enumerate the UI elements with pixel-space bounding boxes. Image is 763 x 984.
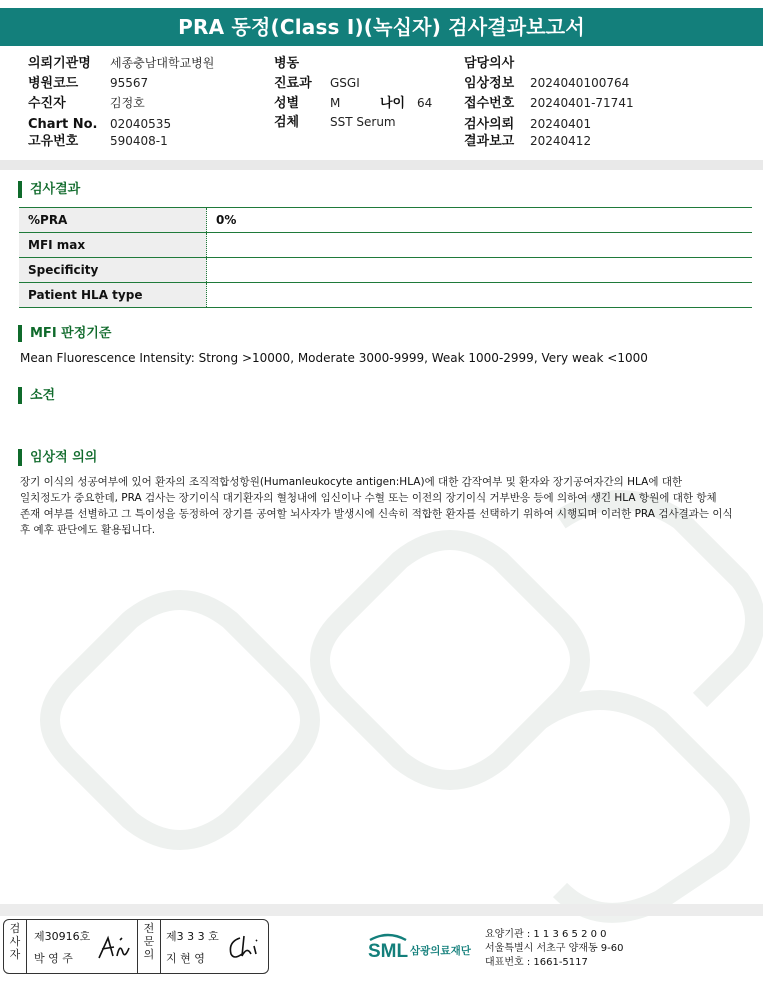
table-row bbox=[19, 208, 752, 233]
sml-logo-icon bbox=[366, 930, 480, 962]
info-label: 검사의뢰 bbox=[464, 117, 515, 132]
section-title-mfi-criteria: MFI 판정기준 bbox=[18, 325, 111, 342]
clinical-line: 존재 여부를 선별하고 그 특이성을 동정하여 장기를 공여할 뇌사자가 발생시에 신속히 적합한 환자를 선택하기 위하여 시행되며 이러한 PRA 검사결과는 이식 bbox=[20, 508, 733, 520]
info-value: 20240401 bbox=[530, 117, 592, 131]
info-receipt-no bbox=[464, 96, 634, 111]
organization-logo bbox=[366, 930, 480, 966]
mfi-criteria-text: Mean Fluorescence Intensity: Strong >10000, Moderate 3000-9999, Weak 1000-2999, Very weak <1000 bbox=[20, 351, 648, 365]
specialist-signature bbox=[226, 932, 264, 962]
result-label: %PRA bbox=[19, 208, 207, 232]
table-row bbox=[19, 233, 752, 258]
clinical-line: 후 예후 판단에도 활용됩니다. bbox=[20, 524, 156, 536]
info-value: 02040535 bbox=[110, 117, 172, 131]
info-value: 20240401-71741 bbox=[530, 96, 634, 110]
info-label: 고유번호 bbox=[28, 134, 79, 149]
info-value: 20240412 bbox=[530, 134, 592, 148]
result-value: 0% bbox=[216, 213, 237, 227]
info-label: 임상정보 bbox=[464, 76, 515, 91]
info-value: 2024040100764 bbox=[530, 76, 630, 90]
organization-info bbox=[485, 928, 624, 970]
info-age bbox=[380, 96, 433, 111]
tester-name: 박 영 주 bbox=[34, 952, 73, 965]
result-label: Patient HLA type bbox=[19, 283, 207, 307]
info-specimen bbox=[274, 115, 396, 130]
clinical-line: 일치정도가 중요한데, PRA 검사는 장기이식 대기환자의 혈청내에 임신이나 수혈 또는 이전의 장기이식 거부반응 등에 의하여 생긴 HLA 항원에 대한 항체 bbox=[20, 492, 717, 504]
section-title-opinion: 소견 bbox=[18, 387, 55, 404]
info-unique-id bbox=[28, 134, 168, 149]
result-value bbox=[207, 283, 216, 307]
table-row bbox=[19, 283, 752, 308]
table-row bbox=[19, 258, 752, 283]
info-request-date bbox=[464, 117, 592, 132]
info-ward bbox=[274, 56, 299, 71]
info-value: GSGI bbox=[330, 76, 360, 90]
info-label: 의뢰기관명 bbox=[28, 56, 91, 71]
info-department bbox=[274, 76, 360, 91]
clinical-text bbox=[20, 474, 750, 538]
info-label: 검체 bbox=[274, 115, 300, 130]
section-title-results: 검사결과 bbox=[18, 181, 80, 198]
info-institution bbox=[28, 56, 215, 71]
info-label: 담당의사 bbox=[464, 56, 515, 71]
specialist-role-label: 전 문 의 bbox=[137, 920, 161, 974]
info-label: 병원코드 bbox=[28, 76, 79, 91]
info-report-date bbox=[464, 134, 592, 149]
info-value: 김정호 bbox=[110, 96, 145, 110]
clinical-line: 장기 이식의 성공여부에 있어 환자의 조직적합성항원(Humanleukocyte antigen:HLA)에 대한 감작여부 및 환자와 장기공여자간의 HLA에 대한 bbox=[20, 476, 683, 488]
info-clinical-info bbox=[464, 76, 630, 91]
organization-name: 삼광의료재단 bbox=[410, 945, 471, 957]
info-label: 결과보고 bbox=[464, 134, 515, 149]
info-value: SST Serum bbox=[330, 115, 396, 129]
result-label: Specificity bbox=[19, 258, 207, 282]
info-label: 진료과 bbox=[274, 76, 312, 91]
report-title: PRA 동정(Class I)(녹십자) 검사결과보고서 bbox=[0, 8, 763, 46]
info-value: 590408-1 bbox=[110, 134, 168, 148]
results-table bbox=[19, 207, 752, 308]
info-label: 수진자 bbox=[28, 96, 66, 111]
info-patient bbox=[28, 96, 145, 111]
header-separator bbox=[0, 160, 763, 170]
section-title-clinical: 임상적 의의 bbox=[18, 449, 97, 466]
info-label: 성별 bbox=[274, 96, 300, 111]
info-value: M bbox=[330, 96, 341, 110]
footer-band bbox=[0, 904, 763, 916]
organization-code: 요양기관 : 1 1 3 6 5 2 0 0 bbox=[485, 929, 607, 940]
info-value: 64 bbox=[417, 96, 433, 110]
info-value: 95567 bbox=[110, 76, 149, 90]
info-chart-no bbox=[28, 117, 172, 132]
tester-role-label: 검 사 자 bbox=[4, 920, 27, 974]
result-label: MFI max bbox=[19, 233, 207, 257]
tester-license: 제30916호 bbox=[34, 930, 91, 943]
specialist-license: 제3 3 3 호 bbox=[166, 930, 219, 943]
info-value: 세종충남대학교병원 bbox=[110, 56, 215, 70]
signature-box bbox=[3, 919, 269, 974]
logo-text: SML bbox=[368, 941, 409, 962]
organization-address: 서울특별시 서초구 양재동 9-60 bbox=[485, 943, 624, 954]
info-sex bbox=[274, 96, 341, 111]
result-value bbox=[207, 258, 216, 282]
result-value bbox=[207, 233, 216, 257]
info-label: 병동 bbox=[274, 56, 300, 71]
info-label: 접수번호 bbox=[464, 96, 515, 111]
info-label: Chart No. bbox=[28, 117, 98, 132]
info-label: 나이 bbox=[380, 96, 406, 111]
tester-signature bbox=[96, 934, 132, 962]
specialist-name: 지 현 영 bbox=[166, 952, 205, 965]
info-hospital-code bbox=[28, 76, 149, 91]
organization-phone: 대표번호 : 1661-5117 bbox=[485, 957, 588, 968]
info-doctor bbox=[464, 56, 514, 71]
